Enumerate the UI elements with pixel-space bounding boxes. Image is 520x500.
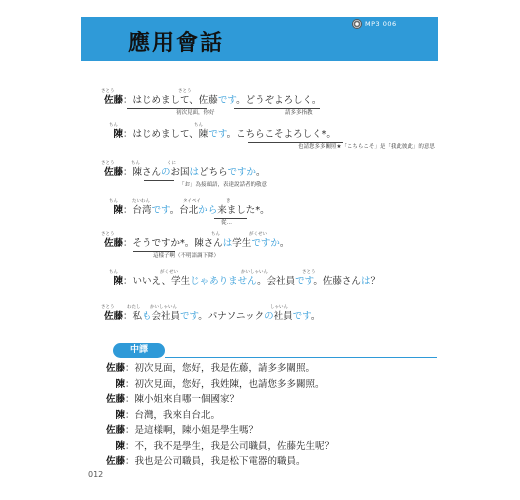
- furigana: タイペイ: [183, 199, 201, 204]
- furigana: わたし: [127, 305, 141, 310]
- translation-text: ：初次見面，您好，我姓陳，也請您多多關照。: [125, 378, 325, 390]
- section-divider: [165, 357, 437, 358]
- dialogue-text: 。: [326, 129, 336, 140]
- gloss-underline: [214, 218, 247, 219]
- speaker-ruby: さとう: [101, 161, 115, 166]
- speaker-name: 陳: [113, 129, 123, 140]
- dialogue-text: 。陳さん: [184, 238, 223, 249]
- translation-line: [99, 394, 239, 406]
- speaker-name: 佐藤: [103, 238, 123, 249]
- gloss-underline: [133, 251, 175, 252]
- speaker-name: 陳: [115, 378, 125, 390]
- dialogue-text: 。台北: [169, 205, 199, 216]
- dialogue-text: どちら: [199, 167, 228, 178]
- dialogue-text: ？: [370, 276, 380, 287]
- grammar-highlight: ですか: [251, 238, 280, 249]
- furigana: しゃいん: [270, 305, 288, 310]
- speaker-name: 佐藤: [103, 311, 123, 322]
- grammar-highlight: は: [360, 276, 371, 287]
- mp3-label: MP3 006: [365, 20, 397, 28]
- grammar-highlight: です: [292, 311, 311, 322]
- gloss-underline: [248, 142, 343, 143]
- translation-line: [99, 363, 315, 375]
- gloss-note: 這樣子啊（不明語調下降）: [153, 253, 220, 259]
- dialogue-text: 。パナソニック: [198, 311, 265, 322]
- speaker-ruby: ちん: [109, 123, 118, 128]
- dialogue-text: 。: [279, 238, 290, 249]
- gloss-underline: [127, 108, 207, 109]
- furigana: ちん: [194, 123, 203, 128]
- furigana: くに: [167, 161, 176, 166]
- grammar-highlight: です: [295, 276, 314, 287]
- translation-line: [99, 379, 325, 391]
- speaker-name: 佐藤: [103, 95, 123, 106]
- dialogue-line: [99, 95, 321, 107]
- dialogue-text: *: [321, 129, 327, 140]
- dialogue-line: [99, 311, 320, 323]
- furigana: かいしゃいん: [150, 305, 177, 310]
- translation-line: [99, 425, 258, 437]
- dialogue-text: お国: [170, 167, 190, 178]
- dialogue-line: [99, 167, 266, 179]
- gloss-note: 也請您多多關照★「こちらこそ」是「我此彼此」的意思: [298, 144, 435, 150]
- grammar-highlight: です: [217, 95, 237, 106]
- furigana: がくせい: [249, 232, 267, 237]
- dialogue-text: 学生: [232, 238, 252, 249]
- dialogue-text: ：陳さん: [123, 167, 162, 178]
- furigana: ちん: [131, 161, 140, 166]
- speaker-name: 佐藤: [105, 394, 125, 405]
- translation-text: ：不，我不是學生，我是公司職員，佐藤先生呢？: [125, 440, 335, 452]
- speaker-ruby: ちん: [109, 199, 118, 204]
- speaker-ruby: ちん: [109, 270, 118, 275]
- dialogue-line: [99, 276, 380, 288]
- translation-text: ：是這樣啊，陳小姐是學生嗎？: [125, 425, 259, 436]
- dialogue-text: 。会社員: [257, 276, 296, 287]
- grammar-highlight: です: [151, 205, 170, 216]
- dialogue-line: [99, 238, 289, 250]
- dialogue-text: *: [255, 205, 261, 216]
- dialogue-text: ：そうですか: [123, 238, 181, 249]
- speaker-name: 陳: [113, 276, 123, 287]
- dialogue-text: ：いいえ、学生: [123, 276, 191, 287]
- furigana: さとう: [302, 270, 316, 275]
- dialogue-text: 来ました: [217, 205, 256, 216]
- dialogue-text: 。こちらこそよろしく: [226, 129, 322, 140]
- grammar-highlight: は: [189, 167, 200, 178]
- speaker-ruby: さとう: [101, 305, 115, 310]
- grammar-highlight: から: [198, 205, 218, 216]
- gloss-note: 初次見面，你好: [176, 110, 215, 116]
- speaker-name: 佐藤: [103, 167, 123, 178]
- speaker-ruby: さとう: [101, 232, 115, 237]
- translation-text: ：陳小姐來自哪一個國家？: [125, 394, 240, 405]
- cd-icon: [352, 19, 362, 29]
- speaker-name: 陳: [115, 440, 125, 452]
- translation-line: [99, 410, 220, 422]
- furigana: さとう: [178, 89, 192, 94]
- grammar-highlight: は: [222, 238, 233, 249]
- mp3-badge[interactable]: [352, 19, 397, 29]
- dialogue-text: ：はじめまして、陳: [123, 129, 209, 140]
- grammar-highlight: の: [264, 311, 274, 322]
- speaker-name: 陳: [113, 205, 123, 216]
- gloss-underline: [144, 180, 174, 181]
- dialogue-text: 。: [255, 167, 266, 178]
- grammar-highlight: も: [142, 311, 152, 322]
- gloss-note: 「お」為接頭語，表達說話者的敬意: [179, 182, 268, 188]
- furigana: がくせい: [160, 270, 178, 275]
- speaker-name: 佐藤: [105, 456, 125, 467]
- gloss-note: 請多多指教: [285, 110, 313, 116]
- translation-line: [99, 441, 334, 453]
- dialogue-text: 会社員: [151, 311, 181, 322]
- dialogue-text: 。どうぞよろしく。: [236, 95, 322, 106]
- translation-text: ：台灣，我來自台北。: [125, 409, 221, 421]
- furigana: き: [226, 199, 231, 204]
- translation-heading: 中譯: [113, 343, 165, 358]
- page-title: 應用會話: [128, 30, 225, 56]
- dialogue-text: 。: [260, 205, 270, 216]
- dialogue-text: 。: [310, 311, 321, 322]
- dialogue-text: 社員: [273, 311, 293, 322]
- grammar-highlight: じゃありません: [190, 276, 258, 287]
- grammar-highlight: です: [180, 311, 199, 322]
- gloss-underline: [234, 108, 320, 109]
- speaker-name: 佐藤: [105, 363, 125, 374]
- speaker-ruby: さとう: [101, 89, 115, 94]
- translation-text: ：初次見面，您好，我是佐藤，請多多關照。: [125, 363, 316, 374]
- page-number: 012: [88, 470, 104, 479]
- grammar-highlight: です: [208, 129, 227, 140]
- grammar-highlight: ですか: [227, 167, 256, 178]
- dialogue-text: ：私: [123, 311, 143, 322]
- speaker-name: 佐藤: [105, 425, 125, 436]
- dialogue-line: [99, 205, 270, 217]
- dialogue-text: ：台湾: [123, 205, 152, 216]
- furigana: かいしゃいん: [241, 270, 268, 275]
- translation-line: [99, 456, 306, 468]
- furigana: たいわん: [132, 199, 150, 204]
- dialogue-text: 。佐藤さん: [313, 276, 361, 287]
- grammar-highlight: の: [161, 167, 171, 178]
- speaker-name: 陳: [115, 409, 125, 421]
- translation-text: ：我也是公司職員，我是松下電器的職員。: [125, 456, 306, 467]
- dialogue-text: *: [180, 238, 185, 249]
- dialogue-text: ：はじめまして、佐藤: [123, 95, 218, 106]
- furigana: ちん: [211, 232, 220, 237]
- dialogue-line: [99, 129, 336, 141]
- gloss-note: 從…: [221, 220, 233, 226]
